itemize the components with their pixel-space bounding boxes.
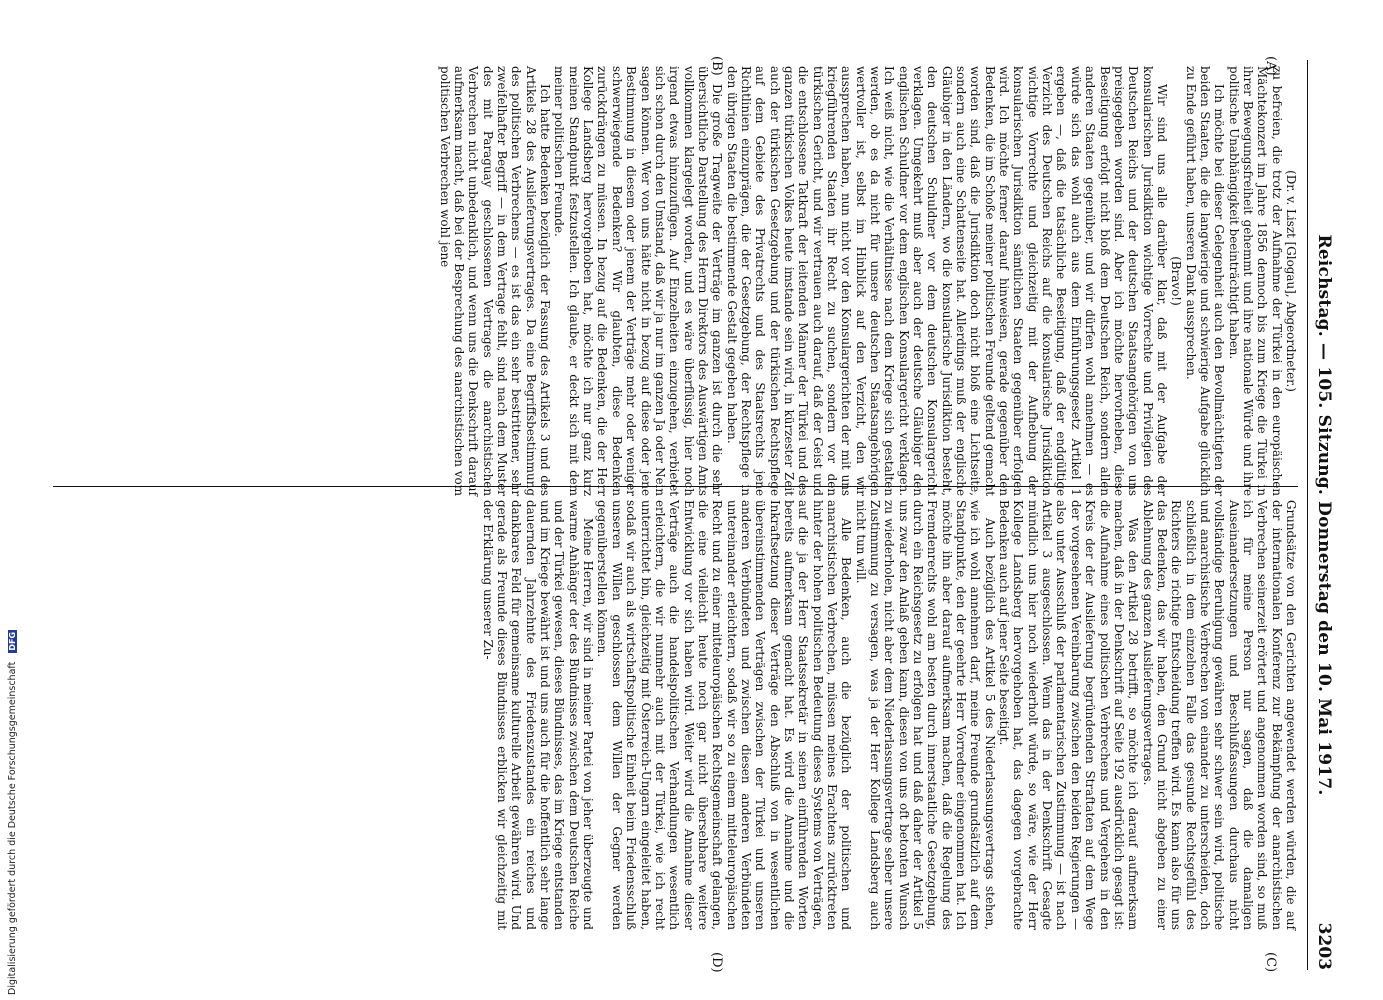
margin-marker-b: (B) bbox=[709, 56, 724, 76]
right-paragraph: Alle Bedenken, auch die bezüglich der politischen und anarchistischen Verbrechen, müssen meines Erachtens zurücktreten hinter der hohen politischen Bedeutung dieses Systems von Verträgen, auf die ja der Herr Staatssekretär in seinen einführenden Worten bereits aufmerksam gemacht hat. Es wird die Annahme und die Inkraftsetzung dieser Verträge den Abschluß von in wesentlichen übereinstimmenden Verträgen zwischen der Türkei und unseren anderen Verbündeten und zwischen diesen anderen Verbündeten untereinander erleichtern, sodaß wir so zu einem mitteleuropäischen Recht und zu einer mitteleuropäischen Rechtsgemeinschaft gelangen, die eine vielleicht heute noch gar nicht übersehbare weitere Entwicklung vor sich haben wird. Weiter wird die Annahme dieser Verträge auch die handelspolitischen Verhandlungen wesentlich erleichtern, die wir nunmehr auch mit der Türkei, wie ich recht unterrichtet bin, gleichzeitig mit Österreich-Ungarn eingeleitet haben, sodaß wir auch als wirtschaftspolitische Einheit beim Friedensschluß unseren Willen geschlossen dem Willen der Gegner werden gegenüberstellen können. bbox=[595, 500, 854, 930]
page-header bbox=[1307, 60, 1338, 970]
left-paragraph: Die große Tragweite der Verträge im ganzen ist durch die sehr übersichtliche Darstellung des Herrn Direktors des Auswärtigen Amts vollkommen klargelegt worden, und es wäre überflüssig, hier noch irgend etwas hinzuzufügen. Auf Einzelheiten einzugehen, verbietet sich schon durch den Umstand, daß wir ja nur im ganzen Ja oder Nein sagen können. Wer von uns hätte nicht in bezug auf diese oder jene Bestimmung in diesem oder jenem der Verträge mehr oder weniger schwerwiegende Bedenken? Wir glaubten, diese Bedenken zurückdrängen zu müssen. In bezug auf die Bedenken, die der Herr Kollege Landsberg hervorgehoben hat, möchte ich nur ganz kurz meinen Standpunkt festzustellen. Ich glaube, er deckt sich mit dem meiner politischen Freunde. bbox=[552, 66, 725, 496]
right-column bbox=[480, 500, 1298, 930]
interjection: (Bravo!) bbox=[1169, 256, 1184, 306]
page-number: 3203 bbox=[1314, 922, 1334, 970]
left-column bbox=[437, 66, 1298, 496]
column-divider bbox=[53, 486, 1298, 487]
dfg-logo: DFG bbox=[8, 631, 17, 651]
margin-marker-c: (C) bbox=[1263, 952, 1278, 973]
credit-text: Digitalisierung gefördert durch die Deutsche Forschungsgemeinschaft bbox=[7, 661, 18, 995]
speaker-line: (Dr. v. Liszt [Glogau], Abgeordneter.) bbox=[1284, 170, 1298, 392]
left-paragraph: Wir sind uns alle darüber klar, daß mit der Aufgabe der konsularischen Jurisdiktion wichtige Vorrechte und Privilegien des Deutschen Reichs und der deutschen Staatsangehörigen von uns preisgegeben worden sind. Aber ich möchte hervorheben, diese Beseitigung erfolgt nicht bloß dem Deutschen Reich, sondern allen anderen Staaten gegenüber, und wir dürfen wohl annehmen — es würde sich das wohl auch aus dem Einführungsgesetz Artikel 1 ergeben —, daß die tatsächliche Beseitigung, daß der endgültige Verzicht des Deutschen Reichs auf die konsularische Jurisdiktion wichtige Vorrechte und gleichzeitig mit der Aufhebung der konsularischen Jurisdiktion sämtlichen Staaten gegenüber erfolgen wird. Ich möchte ferner darauf hinweisen, gerade gegenüber den Bedenken, die im Schoße meiner politischen Freunde geltend gemacht worden sind, daß die Jurisdiktion doch nicht bloß eine Lichtseite, sondern auch eine Schattenseite hat. Allerdings muß der englische Gläubiger in den Ländern, wo die konsularische Jurisdiktion besteht, den deutschen Schuldner vor dem deutschen Konsulargericht verklagen. Umgekehrt muß aber auch der deutsche Gläubiger den englischen Schuldner vor dem englischen Konsulargericht verklagen. Ich weiß nicht, wie die Verhältnisse nach dem Kriege sich gestalten werden, ob es da nicht für unsere deutschen Staatsangehörigen wertvoller ist, selbst im Hinblick auf den Verzicht, den wir aussprechen haben, nun nicht vor den Konsulargerichten der mit uns kriegführenden Staaten ihr Recht zu suchen, sondern vor den türkischen Gericht, und wir vertrauen auch darauf, daß der Geist und die entschlossene Tatkraft der leitenden Männer der Türkei und des ganzen türkischen Volkes heute imstande sein wird, in kürzester Zeit auch der türkischen Gesetzgebung und der türkischen Rechtspflege auf dem Gebiete des Privatrechts und des Staatsrechts jene Richtlinien einzuprägen, die der Gesetzgebung, der Rechtspflege in den übrigen Staaten die bestimmende Gestalt gegeben haben. bbox=[724, 66, 1169, 496]
left-paragraph: Ich möchte bei dieser Gelegenheit auch den Bevollmächtigten der beiden Staaten, die die langwierige und schwierige Aufgabe glücklich zu Ende geführt haben, unseren Dank aussprechen. bbox=[1183, 66, 1227, 496]
margin-marker-a: (A) bbox=[1263, 56, 1278, 76]
right-paragraph: Meine Herren, wir sind in meiner Partei von jeher überzeugte und warme Anhänger der des Bündnisses zwischen dem Deutschen Reiche und der Türkei gewesen, dieses Bündnisses, das im Kriege entstanden und im Kriege bewährt ist und uns auch für die hoffentlich sehr lange dauernden Jahrzehnte des Friedenszustandes ein reiches und dankbares Feld für gemeinsame kulturelle Arbeit gewähren wird. Und gerade als Freunde dieses Bündnisses erblicken wir gleichzeitig mit der Erklärung unserer Zu- bbox=[480, 500, 596, 930]
right-paragraph: Auch bezüglich des Artikel 5 des Niederlassungsvertrags stehen, wie ich wohl annehmen darf, meine Freunde grundsätzlich auf dem Standpunkte, den der geehrte Herr Vorredner eingenommen hat. Ich möchte ihn aber darauf aufmerksam machen, daß die Regelung des Fremdenrechts wohl am besten durch innerstaatliche Gesetzgebung, durch ein Reichsgesetz zu erfolgen hat und daß daher der Artikel 5 uns zwar den Anlaß geben kann, diesen von uns oft betonten Wunsch zu wiederholen, nicht aber dem Niederlassungsvertrage selber unsere Zustimmung zu versagen, was ja der Herr Kollege Landsberg auch nicht tun will. bbox=[853, 500, 997, 930]
left-paragraph: Ich hatte Bedenken bezüglich der Fassung des Artikels 3 und des Artikels 28 des Auslieferungsvertrages. Da eine Begriffsbestimmung des politischen Verbrechens — es ist das ein sehr bestrittener, sehr zweifelhafter Begriff — in dem Vertrage fehlt, sind nach dem Muster des mit Paraguay geschlossenen Vertrages die anarchistischen Verbrechen nicht unbedenklich, und wenn uns die Denkschrift darauf aufmerksam macht, daß bei der Besprechung des anarchistischen vom politischen Verbrechen wohl jene bbox=[437, 66, 553, 496]
digitization-credit bbox=[2, 600, 18, 995]
running-title: Reichstag. — 105. Sitzung. Donnerstag den 10. Mai 1917. bbox=[1314, 234, 1334, 796]
left-paragraph: zu befreien, die trotz der Aufnahme der Türkei in den europäischen Mächtekonzert im Jahre 1856 dennoch bis zum Kriege die Türkei in ihrer Bewegungsfreiheit gehemmt und ihre nationale Würde und ihre politische Unabhängigkeit beeinträchtigt haben. bbox=[1226, 66, 1284, 496]
right-paragraph: Grundsätze von den Gerichten angewendet werden würden, die auf der internationalen Konferenz zur Bekämpfung der anarchistischen Verbrechen seinerzeit erörtert und angenommen worden sind, so muß ich für meine Person nur sagen, daß die damaligen Auseinandersetzungen und Beschlußfassungen durchaus nicht vollständige Beruhigung gewähren sehr schwer sein wird, politische und anarchistische Verbrechen von einander zu unterscheiden, doch schließlich in dem einzelnen Falle das gesunde Rechtsgefühl des Richters die richtige Entscheidung treffen wird. Es kann also für uns das Bedenken, das wir haben, den Grund nicht abgeben zu einer Ablehnung des ganzen Auslieferungsvertrages. bbox=[1140, 500, 1298, 930]
margin-marker-d: (D) bbox=[709, 952, 724, 973]
right-paragraph: Was den Artikel 28 betrifft, so möchte ich darauf aufmerksam machen, daß in der Denkschrift auf Seite 192 ausdrücklich gesagt ist: die Aufnahme eines politischen Verbrechens und Vergehens in den Kreis der der Auslieferung begründenden Straftaten auf dem Wege der vorgesehenen Vereinbarung zwischen den beiden Regierungen — also unter Ausschluß der parlamentarischen Zustimmung — ist nach Artikel 3 ausgeschlossen. Wenn das in der Denkschrift Gesagte mündlich uns hier noch wiederholt würde, so wäre, wie der Herr Kollege Landsberg hervorgehoben hat, das dagegen vorgebrachte Bedenken auch auf jener Seite beseitigt. bbox=[997, 500, 1141, 930]
